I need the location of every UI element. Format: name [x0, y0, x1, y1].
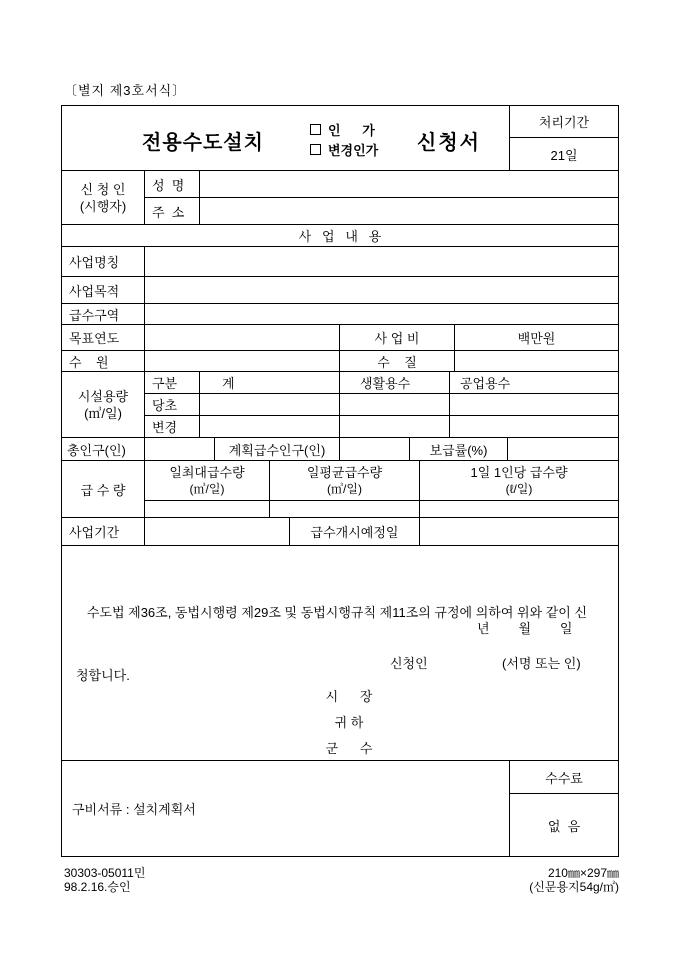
supply-avg-header: 일평균급수량 (㎥/일)	[270, 461, 420, 501]
approval-checkbox[interactable]	[310, 124, 321, 135]
declaration-applicant-label: 신청인	[390, 656, 428, 671]
capacity-category-header: 구분	[145, 372, 200, 394]
capacity-initial-industrial-field[interactable]	[450, 394, 618, 416]
title-cell	[62, 106, 510, 171]
form-code: 30303-05011민	[64, 866, 146, 880]
supply-avg-field[interactable]	[270, 501, 420, 518]
applicant-name-label: 성 명	[145, 171, 200, 198]
capacity-change-label: 변경	[145, 416, 200, 438]
capacity-initial-total-field[interactable]	[200, 394, 340, 416]
declaration-text: 수도법 제36조, 동법시행령 제29조 및 동법시행규칙 제11조의 규정에 의하여 위와 같이 신 청합니다.	[76, 605, 588, 683]
supply-amount-label: 급 수 량	[62, 461, 145, 518]
fee-label: 수수료	[510, 761, 618, 794]
declaration-sign-label: (서명 또는 인)	[502, 656, 581, 671]
business-cost-unit: 백만원	[455, 325, 618, 351]
water-source-field[interactable]	[145, 351, 340, 372]
processing-period-label: 처리기간	[510, 106, 618, 138]
supply-per-capita-header: 1일 1인당 급수량 (ℓ/일)	[420, 461, 618, 501]
supply-start-label: 급수개시예정일	[290, 518, 420, 546]
change-approval-checkbox-label: 변경인가	[328, 142, 379, 158]
paper-type: (신문용지54g/㎡)	[529, 880, 619, 894]
planned-population-field[interactable]	[340, 438, 410, 461]
addressee-gwiha: 귀 하	[334, 715, 364, 730]
attachments-label: 구비서류 : 설치계획서	[62, 761, 510, 856]
applicant-address-label: 주 소	[145, 198, 200, 225]
project-period-field[interactable]	[145, 518, 290, 546]
declaration-cell	[62, 546, 618, 761]
facility-capacity-label: 시설용량 (㎥/일)	[62, 372, 145, 438]
form-title-suffix: 신청서	[417, 132, 481, 154]
business-purpose-label: 사업목적	[62, 277, 145, 304]
form-title: 전용수도설치	[142, 132, 264, 154]
application-form-table	[61, 105, 619, 857]
business-cost-label: 사 업 비	[340, 325, 455, 351]
capacity-domestic-header: 생활용수	[340, 372, 450, 394]
project-period-label: 사업기간	[62, 518, 145, 546]
supply-rate-label: 보급률(%)	[410, 438, 508, 461]
declaration-addressees	[294, 684, 404, 762]
water-quality-field[interactable]	[455, 351, 618, 372]
applicant-address-field[interactable]	[200, 198, 618, 225]
approval-type-options	[310, 119, 378, 159]
paper-size: 210㎜×297㎜	[547, 866, 619, 880]
capacity-industrial-header: 공업용수	[450, 372, 618, 394]
capacity-initial-domestic-field[interactable]	[340, 394, 450, 416]
water-quality-label: 수 질	[340, 351, 455, 372]
business-name-label: 사업명칭	[62, 247, 145, 277]
declaration-date-line: 년 월 일	[477, 621, 573, 636]
supply-per-capita-field[interactable]	[420, 501, 618, 518]
business-purpose-field[interactable]	[145, 277, 618, 304]
supply-rate-field[interactable]	[508, 438, 618, 461]
supply-area-label: 급수구역	[62, 304, 145, 325]
addressee-mayor: 시 장	[325, 689, 373, 704]
applicant-label: 신 청 인 (시행자)	[62, 171, 145, 225]
supply-area-field[interactable]	[145, 304, 618, 325]
supply-start-field[interactable]	[420, 518, 618, 546]
planned-population-label: 계획급수인구(인)	[215, 438, 340, 461]
target-year-label: 목표연도	[62, 325, 145, 351]
approval-option	[310, 119, 378, 139]
total-population-label: 총인구(인)	[62, 438, 145, 461]
target-year-field[interactable]	[145, 325, 340, 351]
addressee-governor: 군 수	[325, 741, 373, 756]
capacity-total-header: 계	[200, 372, 340, 394]
form-code-footer	[64, 866, 145, 894]
supply-max-field[interactable]	[145, 501, 270, 518]
capacity-change-industrial-field[interactable]	[450, 416, 618, 438]
total-population-field[interactable]	[145, 438, 215, 461]
approval-checkbox-label: 인 가	[328, 122, 375, 138]
capacity-initial-label: 당초	[145, 394, 200, 416]
water-source-label: 수 원	[62, 351, 145, 372]
applicant-name-field[interactable]	[200, 171, 618, 198]
form-approval-date: 98.2.16.승인	[64, 880, 131, 894]
supply-max-header: 일최대급수량 (㎥/일)	[145, 461, 270, 501]
change-approval-option	[310, 139, 378, 159]
form-note: 〔별지 제3호서식〕	[64, 83, 187, 98]
capacity-change-total-field[interactable]	[200, 416, 340, 438]
capacity-change-domestic-field[interactable]	[340, 416, 450, 438]
change-approval-checkbox[interactable]	[310, 144, 321, 155]
fee-value: 없 음	[510, 794, 618, 856]
business-section-header: 사 업 내 용	[62, 225, 618, 247]
paper-spec-footer	[529, 866, 619, 894]
processing-period-value: 21일	[510, 138, 618, 171]
business-name-field[interactable]	[145, 247, 618, 277]
